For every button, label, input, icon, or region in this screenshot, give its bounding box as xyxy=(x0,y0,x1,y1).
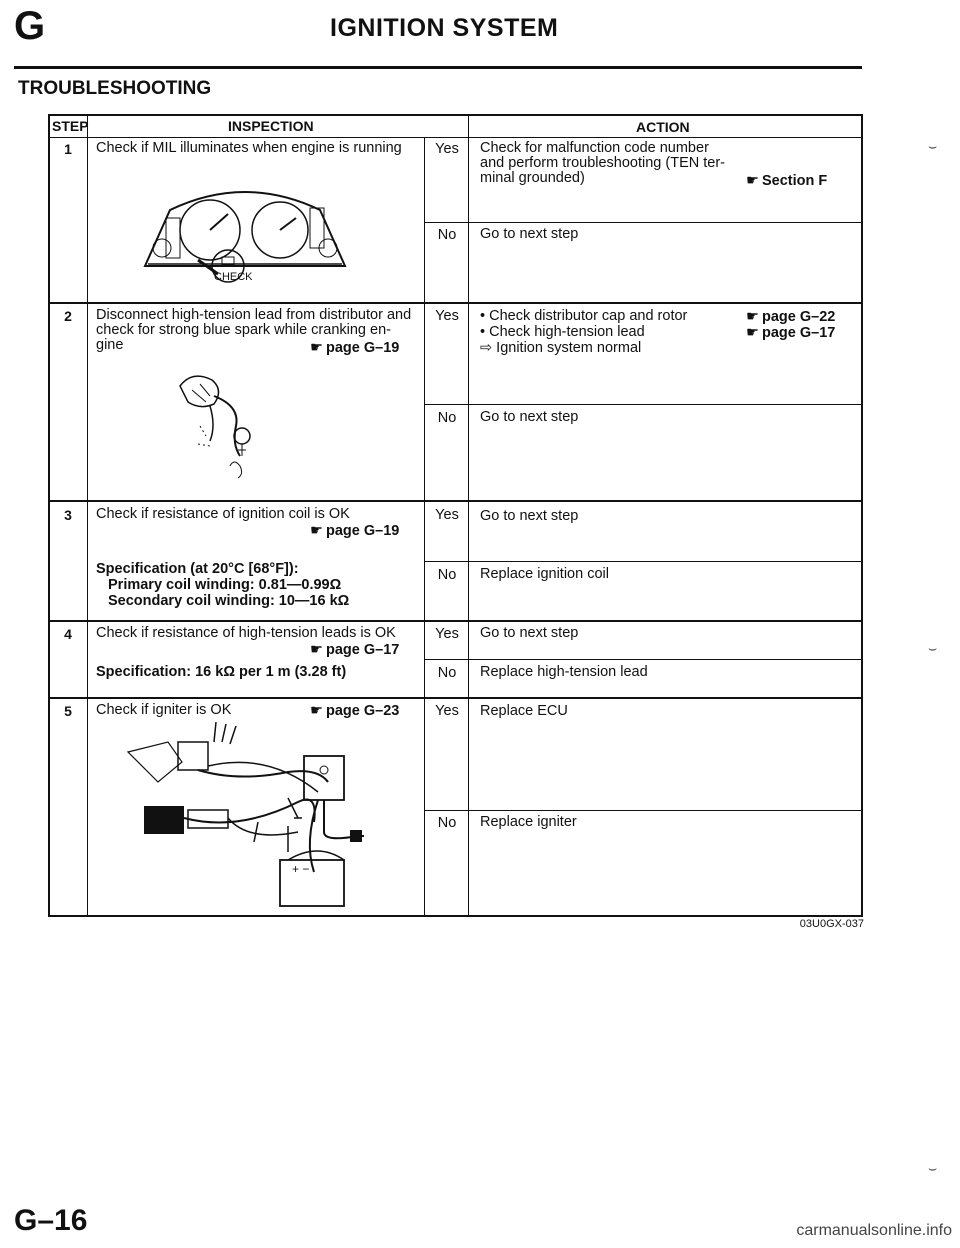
specification-line: Secondary coil winding: 10—16 kΩ xyxy=(108,593,350,609)
pointing-hand-icon: ☛ xyxy=(746,325,759,341)
page-reference: ☛ page G–23 xyxy=(310,703,400,719)
specification-line: Primary coil winding: 0.81—0.99Ω xyxy=(108,577,342,593)
yes-label: Yes xyxy=(435,703,459,719)
no-label: No xyxy=(437,815,457,831)
header-inspection: INSPECTION xyxy=(228,118,314,134)
margin-mark: ⌣ xyxy=(928,640,938,656)
yes-action: Replace ECU xyxy=(480,703,568,719)
pointing-hand-icon: ☛ xyxy=(310,523,323,539)
no-action: Replace ignition coil xyxy=(480,566,609,582)
no-label: No xyxy=(437,410,457,426)
yes-label: Yes xyxy=(435,507,459,523)
step-number: 4 xyxy=(64,626,72,642)
step-number: 3 xyxy=(64,507,72,523)
section-title: TROUBLESHOOTING xyxy=(18,78,212,99)
page-reference: ☛ page G–17 xyxy=(310,642,400,658)
inspection-text: Disconnect high-tension lead from distributor and check for strong blue spark while cranking en- gine xyxy=(96,307,412,353)
yes-label: Yes xyxy=(435,308,459,324)
page-reference: ☛ page G–19 xyxy=(310,340,400,356)
igniter-wiring-figure xyxy=(118,722,380,908)
no-label: No xyxy=(437,665,457,681)
specification-heading: Specification (at 20°C [68°F]): xyxy=(96,561,299,577)
no-action: Replace igniter xyxy=(480,814,577,830)
spark-test-figure xyxy=(170,366,290,486)
step-number: 2 xyxy=(64,308,72,324)
section-letter: G xyxy=(14,4,46,48)
page-title: IGNITION SYSTEM xyxy=(330,14,559,42)
pointing-hand-icon: ☛ xyxy=(310,340,323,356)
inspection-text: Check if igniter is OK xyxy=(96,702,232,718)
no-action: Go to next step xyxy=(480,409,579,425)
step-number: 5 xyxy=(64,703,72,719)
battery-polarity-label: + − xyxy=(292,862,310,876)
check-lamp-label: CHECK xyxy=(214,271,253,283)
yes-action: Go to next step xyxy=(480,508,579,524)
inspection-text: Check if resistance of ignition coil is OK xyxy=(96,506,350,522)
inspection-text: Check if resistance of high-tension leads is OK xyxy=(96,625,396,641)
no-label: No xyxy=(437,567,457,583)
yes-action: Go to next step xyxy=(480,625,579,641)
yes-action-item: • Check high-tension lead xyxy=(480,324,645,340)
no-label: No xyxy=(437,227,457,243)
pointing-hand-icon: ☛ xyxy=(746,309,759,325)
page-number: G–16 xyxy=(14,1204,88,1237)
yes-action-item: • Check distributor cap and rotor xyxy=(480,308,688,324)
specification-line: Specification: 16 kΩ per 1 m (3.28 ft) xyxy=(96,664,347,680)
yes-label: Yes xyxy=(435,626,459,642)
pointing-hand-icon: ☛ xyxy=(310,703,323,719)
yes-action-item: ⇨ Ignition system normal xyxy=(480,340,642,356)
pointing-hand-icon: ☛ xyxy=(310,642,323,658)
margin-mark: ⌣ xyxy=(928,1160,938,1176)
yes-action: Check for malfunction code number and perform troubleshooting (TEN ter- minal grounded) xyxy=(480,140,725,186)
header-step: STEP xyxy=(52,118,89,134)
pointing-hand-icon: ☛ xyxy=(746,173,759,189)
section-reference: ☛ Section F xyxy=(746,173,828,189)
header-rule xyxy=(14,66,862,69)
page-reference: ☛ page G–17 xyxy=(746,325,836,341)
step-number: 1 xyxy=(64,141,72,157)
header-action: ACTION xyxy=(636,119,690,135)
yes-label: Yes xyxy=(435,141,459,157)
inspection-text: Check if MIL illuminates when engine is running xyxy=(96,140,402,156)
figure-code: 03U0GX-037 xyxy=(799,918,864,930)
page-reference: ☛ page G–19 xyxy=(310,523,400,539)
watermark: carmanualsonline.info xyxy=(796,1222,952,1239)
page-reference: ☛ page G–22 xyxy=(746,309,836,325)
margin-mark: ⌣ xyxy=(928,138,938,154)
no-action: Go to next step xyxy=(480,226,579,242)
no-action: Replace high-tension lead xyxy=(480,664,648,680)
